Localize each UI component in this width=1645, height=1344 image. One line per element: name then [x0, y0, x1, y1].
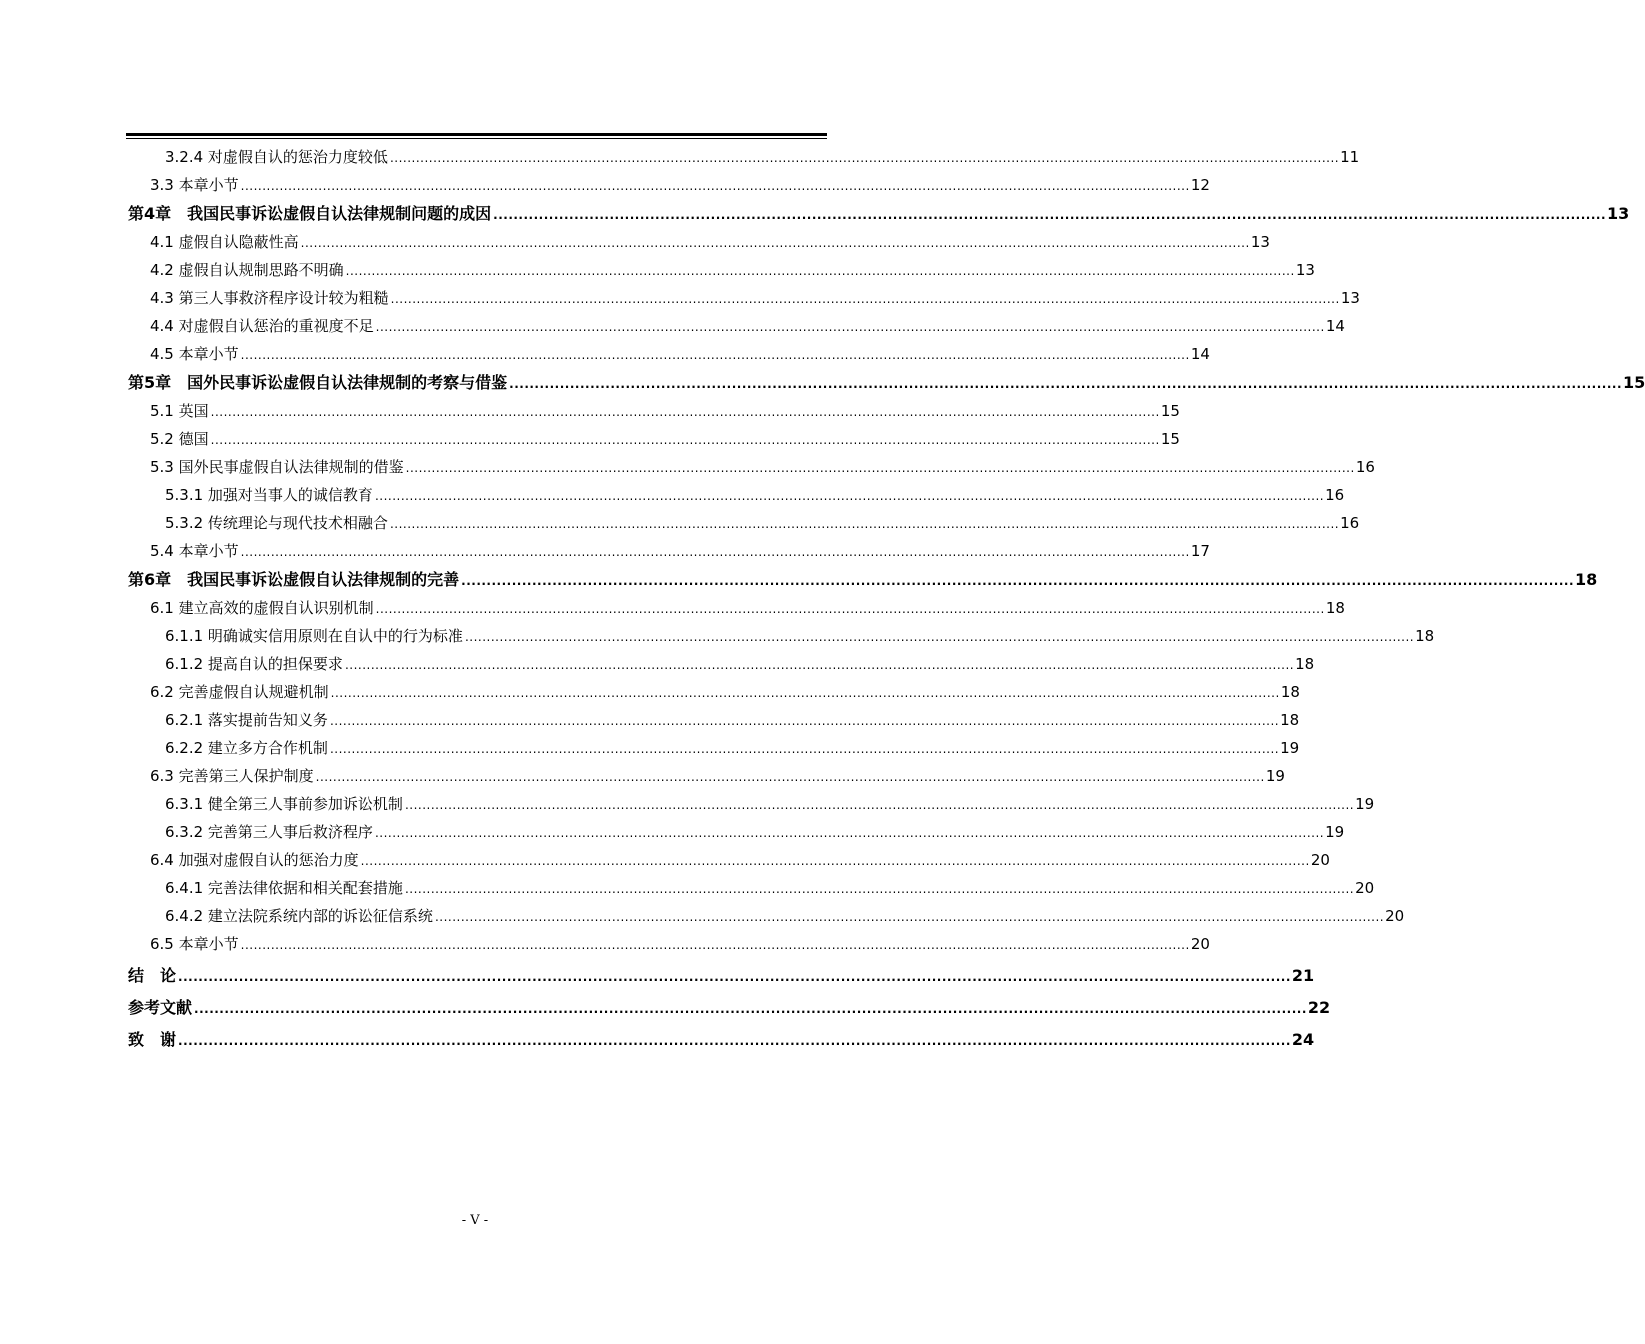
toc-entry[interactable]	[128, 954, 1315, 986]
toc-entry-page: 19	[1325, 823, 1345, 841]
toc-entry[interactable]	[128, 252, 1315, 280]
toc-entry[interactable]	[128, 646, 1315, 674]
toc-entry-page: 18	[1295, 655, 1315, 673]
toc-entry[interactable]	[128, 139, 1360, 167]
toc-dot-leader: ............................................................................................................................................................................................................................	[374, 826, 1325, 840]
toc-entry-page: 20	[1385, 907, 1405, 925]
toc-entry-page: 21	[1291, 966, 1315, 985]
toc-dot-leader: ............................................................................................................................................................................................................................	[389, 151, 1340, 165]
toc-entry-page: 15	[1160, 402, 1180, 420]
toc-entry-title: 6.4.1 完善法律依据和相关配套措施	[165, 879, 403, 897]
toc-entry-page: 19	[1355, 795, 1375, 813]
toc-dot-leader: ............................................................................................................................................................................................................................	[240, 348, 1190, 362]
toc-entry[interactable]	[128, 926, 1210, 954]
toc-entry-title: 6.4.2 建立法院系统内部的诉讼征信系统	[165, 907, 433, 925]
toc-entry-title: 结 论	[128, 966, 177, 985]
toc-entry-title: 4.3 第三人事救济程序设计较为粗糙	[150, 289, 389, 307]
toc-entry-page: 18	[1325, 599, 1345, 617]
toc-entry-title: 6.4 加强对虚假自认的惩治力度	[150, 851, 359, 869]
toc-entry-title: 6.3.2 完善第三人事后救济程序	[165, 823, 373, 841]
toc-dot-leader: ............................................................................................................................................................................................................................	[345, 264, 1295, 278]
toc-entry-title: 6.2.1 落实提前告知义务	[165, 711, 328, 729]
toc-entry-title: 4.1 虚假自认隐蔽性高	[150, 233, 299, 251]
toc-entry-title: 6.1.1 明确诚实信用原则在自认中的行为标准	[165, 627, 463, 645]
toc-dot-leader: ............................................................................................................................................................................................................................	[493, 208, 1607, 222]
toc-entry-page: 16	[1325, 486, 1345, 504]
toc-entry-page: 19	[1280, 739, 1300, 757]
toc-entry[interactable]	[128, 195, 1630, 224]
toc-entry-page: 18	[1415, 627, 1435, 645]
toc-entry-page: 11	[1340, 148, 1360, 166]
toc-entry[interactable]	[128, 393, 1180, 421]
toc-entry-title: 6.2 完善虚假自认规避机制	[150, 683, 329, 701]
header-rule-thick	[126, 133, 827, 136]
toc-entry-page: 13	[1607, 204, 1630, 223]
toc-entry-title: 3.2.4 对虚假自认的惩治力度较低	[165, 148, 388, 166]
toc-entry-title: 3.3 本章小节	[150, 176, 239, 194]
toc-entry[interactable]	[128, 590, 1345, 618]
toc-entry[interactable]	[128, 618, 1435, 646]
toc-dot-leader: ............................................................................................................................................................................................................................	[315, 770, 1265, 784]
toc-entry[interactable]	[128, 364, 1645, 393]
toc-entry-page: 20	[1190, 935, 1210, 953]
toc-dot-leader: ............................................................................................................................................................................................................................	[374, 489, 1325, 503]
toc-entry[interactable]	[128, 449, 1375, 477]
toc-entry-title: 第5章 国外民事诉讼虚假自认法律规制的考察与借鉴	[128, 373, 508, 392]
toc-entry-page: 18	[1575, 570, 1598, 589]
toc-dot-leader: ............................................................................................................................................................................................................................	[509, 377, 1623, 391]
toc-entry-title: 第6章 我国民事诉讼虚假自认法律规制的完善	[128, 570, 460, 589]
toc-entry-page: 14	[1325, 317, 1345, 335]
toc-entry-title: 4.4 对虚假自认惩治的重视度不足	[150, 317, 374, 335]
toc-entry-title: 6.3.1 健全第三人事前参加诉讼机制	[165, 795, 403, 813]
toc-entry-title: 5.3 国外民事虚假自认法律规制的借鉴	[150, 458, 404, 476]
toc-entry-page: 18	[1280, 683, 1300, 701]
toc-dot-leader: ............................................................................................................................................................................................................................	[390, 292, 1340, 306]
toc-dot-leader: ............................................................................................................................................................................................................................	[434, 910, 1385, 924]
toc-dot-leader: ............................................................................................................................................................................................................................	[344, 658, 1295, 672]
toc-entry-title: 5.4 本章小节	[150, 542, 239, 560]
toc-entry[interactable]	[128, 533, 1210, 561]
toc-dot-leader: ............................................................................................................................................................................................................................	[329, 714, 1280, 728]
toc-entry-page: 12	[1190, 176, 1210, 194]
toc-dot-leader: ............................................................................................................................................................................................................................	[389, 517, 1340, 531]
toc-entry-title: 5.1 英国	[150, 402, 209, 420]
toc-entry-page: 17	[1190, 542, 1210, 560]
toc-dot-leader: ............................................................................................................................................................................................................................	[240, 179, 1190, 193]
toc-dot-leader: ............................................................................................................................................................................................................................	[178, 1034, 1291, 1048]
toc-dot-leader: ............................................................................................................................................................................................................................	[404, 798, 1355, 812]
toc-entry-page: 20	[1355, 879, 1375, 897]
toc-entry-title: 6.3 完善第三人保护制度	[150, 767, 314, 785]
toc-entry-title: 6.5 本章小节	[150, 935, 239, 953]
toc-entry[interactable]	[128, 336, 1210, 364]
toc-entry-page: 14	[1190, 345, 1210, 363]
toc-entry-title: 5.3.1 加强对当事人的诚信教育	[165, 486, 373, 504]
toc-entry[interactable]	[128, 986, 1331, 1018]
toc-entry-page: 15	[1623, 373, 1645, 392]
toc-entry-title: 6.1.2 提高自认的担保要求	[165, 655, 343, 673]
toc-dot-leader: ............................................................................................................................................................................................................................	[405, 461, 1355, 475]
toc-dot-leader: ............................................................................................................................................................................................................................	[464, 630, 1415, 644]
toc-entry[interactable]	[128, 308, 1345, 336]
toc-entry-page: 13	[1250, 233, 1270, 251]
toc-entry[interactable]	[128, 786, 1375, 814]
toc-entry-page: 16	[1340, 514, 1360, 532]
toc-dot-leader: ............................................................................................................................................................................................................................	[404, 882, 1355, 896]
toc-dot-leader: ............................................................................................................................................................................................................................	[210, 405, 1160, 419]
toc-entry[interactable]	[128, 674, 1300, 702]
toc-entry-page: 13	[1295, 261, 1315, 279]
toc-entry[interactable]	[128, 814, 1345, 842]
toc-entry-page: 20	[1310, 851, 1330, 869]
toc-entry-title: 5.2 德国	[150, 430, 209, 448]
toc-entry-title: 5.3.2 传统理论与现代技术相融合	[165, 514, 388, 532]
toc-entry[interactable]	[128, 870, 1375, 898]
toc-dot-leader: ............................................................................................................................................................................................................................	[210, 433, 1160, 447]
page-number: - V -	[461, 1213, 489, 1228]
toc-entry[interactable]	[128, 421, 1180, 449]
toc-entry[interactable]	[128, 702, 1300, 730]
toc-dot-leader: ............................................................................................................................................................................................................................	[178, 970, 1291, 984]
toc-dot-leader: ............................................................................................................................................................................................................................	[240, 938, 1190, 952]
toc-entry-page: 13	[1340, 289, 1360, 307]
toc-entry-page: 18	[1280, 711, 1300, 729]
toc-entry-title: 4.2 虚假自认规制思路不明确	[150, 261, 344, 279]
toc-entry-title: 6.2.2 建立多方合作机制	[165, 739, 328, 757]
toc-dot-leader: ............................................................................................................................................................................................................................	[329, 742, 1280, 756]
toc-entry-title: 参考文献	[128, 998, 193, 1017]
toc-entry-page: 22	[1307, 998, 1331, 1017]
toc-dot-leader: ............................................................................................................................................................................................................................	[240, 545, 1190, 559]
toc-entry-page: 24	[1291, 1030, 1315, 1049]
toc-entry[interactable]	[128, 477, 1345, 505]
toc-entry[interactable]	[128, 505, 1360, 533]
toc-entry-page: 19	[1265, 767, 1285, 785]
toc-entry[interactable]	[128, 730, 1300, 758]
toc-entry-title: 致 谢	[128, 1030, 177, 1049]
toc-dot-leader: ............................................................................................................................................................................................................................	[375, 320, 1325, 334]
toc-entry-title: 4.5 本章小节	[150, 345, 239, 363]
toc-dot-leader: ............................................................................................................................................................................................................................	[461, 574, 1575, 588]
toc-dot-leader: ............................................................................................................................................................................................................................	[360, 854, 1310, 868]
toc-entry[interactable]	[128, 280, 1360, 308]
toc-dot-leader: ............................................................................................................................................................................................................................	[330, 686, 1280, 700]
toc-entry[interactable]	[128, 898, 1405, 926]
toc-entry[interactable]	[128, 1018, 1315, 1050]
toc-entry[interactable]	[128, 842, 1330, 870]
toc-entry[interactable]	[128, 224, 1270, 252]
toc-entry-page: 16	[1355, 458, 1375, 476]
toc-entry-title: 第4章 我国民事诉讼虚假自认法律规制问题的成因	[128, 204, 492, 223]
toc-dot-leader: ............................................................................................................................................................................................................................	[194, 1002, 1307, 1016]
table-of-contents	[128, 139, 1645, 1050]
toc-entry-page: 15	[1160, 430, 1180, 448]
toc-dot-leader: ............................................................................................................................................................................................................................	[375, 602, 1325, 616]
toc-entry[interactable]	[128, 167, 1210, 195]
toc-entry-title: 6.1 建立高效的虚假自认识别机制	[150, 599, 374, 617]
toc-dot-leader: ............................................................................................................................................................................................................................	[300, 236, 1250, 250]
toc-entry[interactable]	[128, 561, 1598, 590]
toc-entry[interactable]	[128, 758, 1285, 786]
